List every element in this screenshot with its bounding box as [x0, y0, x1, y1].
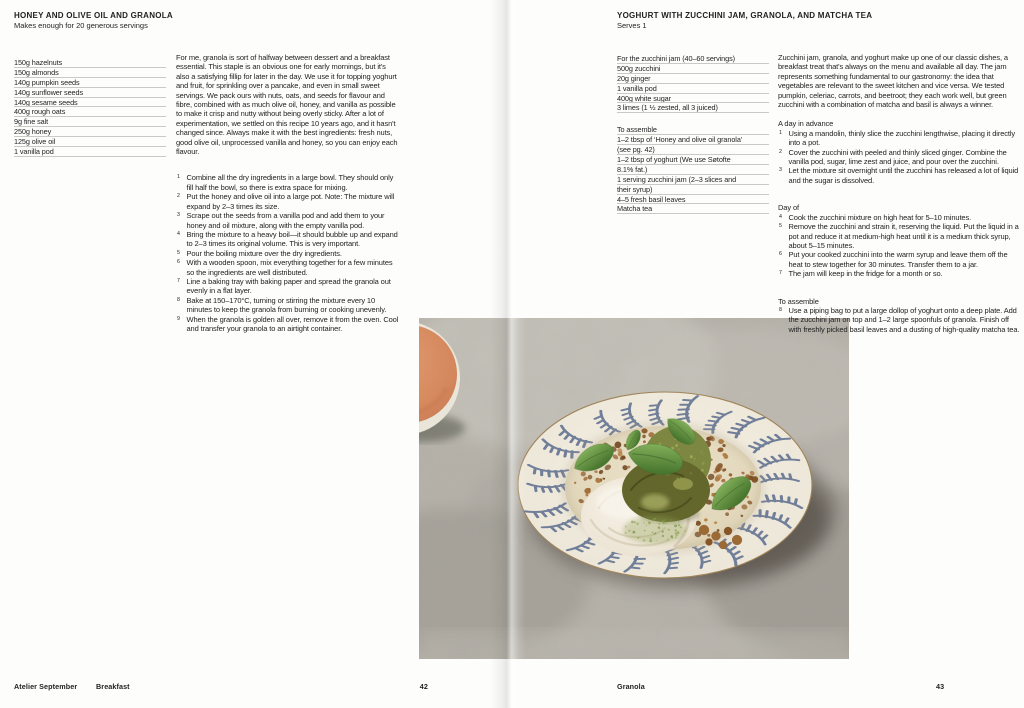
right-intro-paragraph: Zucchini jam, granola, and yoghurt make up one of our classic dishes, a breakfast treat that's always on the menu and available all day. The jam represents something fundamental to our gastronomy: the idea that vegetables are relevant to the sweet kitchen and vice versa. We tested pumpkin, celeriac, carrots, and beetroot; they each work well, but green zucchini with a combination of matcha and basil is always a winner.	[778, 53, 1008, 110]
footer-book-title: Atelier September	[14, 682, 78, 691]
ingredient-line: 4–5 fresh basil leaves	[617, 195, 769, 205]
recipe-step	[778, 166, 1022, 185]
step-text: Remove the zucchini and strain it, reserving the liquid. Put the liquid in a pot and reduce it at medium-high heat until it is a medium thick syrup, about 5–15 minutes.	[788, 222, 1019, 250]
step-number: 3	[177, 212, 180, 219]
ingredient-line: 1 serving zucchini jam (2–3 slices and	[617, 175, 769, 185]
ingredient-line: 125g olive oil	[14, 137, 166, 147]
section-heading: Day of	[778, 203, 799, 213]
step-text: Let the mixture sit overnight until the zucchini has released a lot of liquid and the sugar is dissolved.	[788, 166, 1019, 185]
left-intro-paragraph: For me, granola is sort of halfway between dessert and a breakfast essential. This staple is an obvious one for early mornings, but it's also a satisfying fillip for later in the day. We use it for topping yoghurt and fruit, for sprinkling over a pancake, and even in small sweet servings. We pack ours with nuts, oats, and seeds for flavour and fibre, combined with as much olive oil, honey, and vanilla as possible to make it crisp and nutty without being overly sticky. After a lot of experimentation, we settled on this recipe 10 years ago, and it hasn't changed since. Always make it with the best ingredients: fresh nuts, good olive oil, unprocessed vanilla and honey, so you can enjoy each flavour.	[176, 53, 398, 157]
recipe-step	[778, 269, 1022, 278]
step-number: 8	[177, 296, 180, 303]
section-heading: To assemble	[778, 296, 819, 306]
recipe-step	[176, 192, 401, 211]
ingredient-line: 8.1% fat.)	[617, 165, 769, 175]
left-recipe-subtitle: Makes enough for 20 generous servings	[14, 21, 148, 30]
ingredient-line: 400g rough oats	[14, 107, 166, 117]
left-recipe-header	[14, 11, 404, 31]
footer-page-number-right: 43	[936, 682, 945, 691]
footer-chapter-left: Breakfast	[96, 682, 130, 691]
recipe-step	[176, 277, 401, 296]
right-recipe-title: YOGHURT WITH ZUCCHINI JAM, GRANOLA, AND MATCHA TEA	[617, 11, 873, 20]
recipe-step	[176, 315, 401, 334]
jam-ingredients	[617, 64, 769, 113]
left-recipe-body	[176, 53, 401, 333]
ingredient-line: their syrup)	[617, 185, 769, 195]
ingredient-line: 1 vanilla pod	[617, 84, 769, 94]
ingredient-line: 500g zucchini	[617, 64, 769, 74]
step-text: Scrape out the seeds from a vanilla pod and add them to your honey and oil mixture, along with the empty vanilla pod.	[186, 211, 385, 230]
section-step-list	[778, 213, 1022, 279]
step-number: 1	[177, 174, 180, 181]
step-text: Pour the boiling mixture over the dry ingredients.	[186, 248, 342, 258]
step-text: The jam will keep in the fridge for a month or so.	[788, 269, 943, 279]
ingredient-line: (see pg. 42)	[617, 145, 769, 155]
recipe-step	[778, 129, 1022, 148]
recipe-step	[778, 222, 1022, 250]
ingredient-line: 20g ginger	[617, 74, 769, 84]
left-ingredient-list	[14, 58, 166, 157]
ingredient-line: 150g hazelnuts	[14, 58, 166, 68]
step-number: 7	[779, 270, 782, 277]
step-number: 1	[779, 129, 782, 136]
step-text: With a wooden spoon, mix everything together for a few minutes so the ingredients are well distributed.	[186, 258, 393, 277]
ingredient-group-header: For the zucchini jam (40–60 servings)	[617, 54, 769, 64]
step-text: Using a mandolin, thinly slice the zucchini lengthwise, placing it directly into a pot.	[788, 128, 1016, 148]
section-heading: A day in advance	[778, 119, 834, 129]
right-ingredient-list	[617, 54, 769, 214]
footer-chapter-right: Granola	[617, 682, 645, 691]
step-text: Use a piping bag to put a large dollop of yoghurt onto a deep plate. Add the zucchini jam on top and 1–2 large spoonfuls of granola. Finish off with freshly picked basil leaves and a dusting of high-quality matcha tea.	[788, 305, 1020, 334]
section-step-list	[778, 306, 1022, 334]
recipe-step	[176, 296, 401, 315]
ingredient-line: 140g pumpkin seeds	[14, 78, 166, 88]
step-number: 2	[177, 193, 180, 200]
recipe-step	[176, 258, 401, 277]
ingredient-line: 400g white sugar	[617, 94, 769, 104]
step-text: Cover the zucchini with peeled and thinly sliced ginger. Combine the vanilla pod, sugar, lime zest and juice, and pour over the zucchini.	[788, 147, 1007, 167]
ingredient-line: 140g sesame seeds	[14, 98, 166, 108]
step-text: Cook the zucchini mixture on high heat for 5–10 minutes.	[788, 212, 972, 222]
recipe-step	[778, 213, 1022, 222]
ingredient-line: 250g honey	[14, 127, 166, 137]
assemble-ingredients	[617, 135, 769, 214]
step-number: 3	[779, 167, 782, 174]
right-recipe-subtitle: Serves 1	[617, 21, 647, 30]
step-number: 4	[177, 230, 180, 237]
recipe-step	[176, 230, 401, 249]
left-recipe-title: HONEY AND OLIVE OIL AND GRANOLA	[14, 11, 173, 20]
ingredient-line: 3 limes (1 ½ zested, all 3 juiced)	[617, 103, 769, 113]
step-text: Bring the mixture to a heavy boil—it should bubble up and expand to 2–3 times its original volume. This is very important.	[186, 229, 398, 249]
recipe-step	[778, 148, 1022, 167]
step-number: 4	[779, 213, 782, 220]
ingredient-line: 150g almonds	[14, 68, 166, 78]
step-text: Put your cooked zucchini into the warm syrup and leave them off the heat to stew together for 30 minutes. Transfer them to a jar.	[788, 250, 1008, 269]
ingredient-line: 1–2 tbsp of yoghurt (We use Søtofte	[617, 155, 769, 165]
dish-photo	[419, 318, 849, 659]
ingredient-line: 9g fine salt	[14, 117, 166, 127]
step-number: 5	[779, 223, 782, 230]
step-number: 5	[177, 249, 180, 256]
step-text: Line a baking tray with baking paper and spread the granola out evenly in a flat layer.	[186, 276, 391, 296]
step-text: Put the honey and olive oil into a large pot. Note: The mixture will expand by 2–3 times its size.	[186, 192, 395, 211]
footer-page-number-left: 42	[419, 682, 428, 691]
assemble-ingredients-block	[617, 125, 769, 214]
ingredient-line: 1–2 tbsp of ‘Honey and olive oil granola’	[617, 135, 769, 145]
recipe-step	[176, 173, 401, 192]
step-text: Bake at 150–170°C, turning or stirring the mixture every 10 minutes to keep the granola from burning or cooking unevenly.	[186, 295, 387, 315]
right-recipe-header	[617, 11, 1017, 31]
matcha-dust	[623, 516, 687, 544]
step-number: 6	[779, 251, 782, 258]
step-text: Combine all the dry ingredients in a large bowl. They should only fill half the bowl, so there is extra space for mixing.	[186, 173, 394, 192]
step-number: 8	[779, 306, 782, 313]
ingredient-line: Matcha tea	[617, 204, 769, 214]
recipe-step	[176, 211, 401, 230]
step-number: 2	[779, 148, 782, 155]
step-number: 7	[177, 277, 180, 284]
recipe-step	[778, 306, 1022, 334]
recipe-step	[176, 249, 401, 258]
step-number: 6	[177, 259, 180, 266]
ingredient-group-header: To assemble	[617, 125, 769, 135]
step-text: When the granola is golden all over, remove it from the oven. Cool and transfer your granola to an airtight container.	[186, 314, 399, 333]
section-step-list	[778, 129, 1022, 185]
step-number: 9	[177, 315, 180, 322]
left-step-list	[176, 173, 401, 333]
recipe-step	[778, 250, 1022, 269]
ingredient-line: 140g sunflower seeds	[14, 88, 166, 98]
right-recipe-body	[778, 53, 1022, 334]
ingredient-line: 1 vanilla pod	[14, 147, 166, 157]
